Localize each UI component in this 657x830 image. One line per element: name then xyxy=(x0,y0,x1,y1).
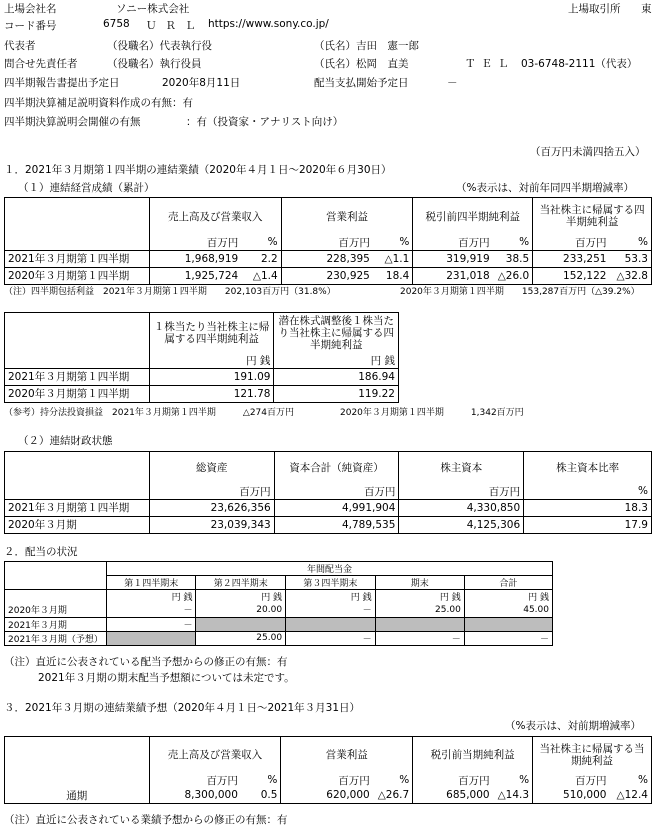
cell-value: 228,395 xyxy=(281,250,373,267)
cell-value: △1.1 xyxy=(373,250,413,267)
row-label: 2020年３月期第１四半期 xyxy=(5,267,150,284)
supplementary-label: 四半期決算補足説明資料作成の有無：有 xyxy=(4,97,193,109)
shaded-cell xyxy=(375,617,464,631)
cell-value: 231,018 xyxy=(413,267,493,284)
cell-value: 685,000 xyxy=(413,788,493,804)
cell-value: 4,991,904 xyxy=(274,499,399,516)
table-row xyxy=(5,250,652,267)
eps-table xyxy=(4,312,399,403)
code-label: コード番号 xyxy=(4,20,57,32)
cell-value: 25.00 xyxy=(375,603,464,617)
url-label: ＵＲＬ xyxy=(146,20,205,32)
tel-label: ＴＥＬ xyxy=(465,58,515,70)
cell-value: 152,122 xyxy=(533,267,610,284)
unit-note: （百万円未満四捨五入） xyxy=(530,146,646,158)
unit-label: 円 銭 xyxy=(274,353,399,369)
row-label: 2021年３月期第１四半期 xyxy=(5,368,150,385)
unit-label: 百万円 xyxy=(533,773,610,788)
operating-results-table xyxy=(4,197,652,285)
cell-value: 233,251 xyxy=(533,250,610,267)
col-header: 売上高及び営業収入 xyxy=(149,737,281,773)
unit-label: % xyxy=(609,773,651,788)
col-header: 合計 xyxy=(464,576,552,590)
col-header: 総資産 xyxy=(149,452,274,484)
row-label: 2021年３月期 xyxy=(5,617,107,631)
company-name: ソニー株式会社 xyxy=(116,3,190,15)
tel-value: 03-6748-2111（代表） xyxy=(521,58,638,70)
cell-value: － xyxy=(286,631,376,645)
table-row xyxy=(5,516,652,533)
row-label: 2021年３月期第１四半期 xyxy=(5,499,150,516)
equity-note-b: 2020年３月期第１四半期 1,342百万円 xyxy=(340,408,524,418)
unit-label: % xyxy=(241,773,281,788)
exchange-label: 上場取引所 xyxy=(568,3,621,15)
cell-value: － xyxy=(464,631,552,645)
col-header: 税引前四半期純利益 xyxy=(413,198,533,235)
cell-value: 4,330,850 xyxy=(399,499,524,516)
cell-value: 18.4 xyxy=(373,267,413,284)
unit-label: 円 銭 xyxy=(149,353,274,369)
cell-value: － xyxy=(106,603,196,617)
unit-label: 百万円 xyxy=(413,773,493,788)
unit-label: % xyxy=(524,484,652,500)
row-label: 2020年３月期第１四半期 xyxy=(5,385,150,402)
dividend-start-value: － xyxy=(447,77,458,89)
cell-value: 121.78 xyxy=(149,385,274,402)
col-header: 営業利益 xyxy=(281,198,413,235)
unit-label: 百万円 xyxy=(281,235,373,251)
cell-value: － xyxy=(106,617,196,631)
forecast-table xyxy=(4,736,652,804)
col-header: 株主資本 xyxy=(399,452,524,484)
col-header: 当社株主に帰属する四半期純利益 xyxy=(533,198,652,235)
unit-label: 百万円 xyxy=(281,773,373,788)
dividends-table xyxy=(4,561,553,646)
col-header: 税引前当期純利益 xyxy=(413,737,533,773)
cell-value: 0.5 xyxy=(241,788,281,804)
briefing-value: ：有（投資家・アナリスト向け） xyxy=(186,116,344,128)
rep-title: （役職名）代表執行役 xyxy=(107,40,212,52)
col-header: １株当たり当社株主に帰属する四半期純利益 xyxy=(149,313,274,353)
unit-label: % xyxy=(373,235,413,251)
cell-value: 38.5 xyxy=(493,250,533,267)
unit-label: 円 銭 xyxy=(464,590,552,604)
row-label: 通期 xyxy=(5,788,150,804)
unit-label: 百万円 xyxy=(149,773,241,788)
col-header: 資本合計（純資産） xyxy=(274,452,399,484)
section3-note: （%表示は、対前期増減率） xyxy=(505,720,641,732)
cell-value: 23,626,356 xyxy=(149,499,274,516)
cell-value: 186.94 xyxy=(274,368,399,385)
unit-label: 円 銭 xyxy=(196,590,286,604)
col-header: 営業利益 xyxy=(281,737,413,773)
rep-label: 代表者 xyxy=(4,40,36,52)
cell-value: 620,000 xyxy=(281,788,373,804)
unit-label: 円 銭 xyxy=(106,590,196,604)
cell-value: △26.7 xyxy=(373,788,413,804)
cell-value: △26.0 xyxy=(493,267,533,284)
forecast-footnote: （注）直近に公表されている業績予想からの修正の有無：有 xyxy=(4,814,288,826)
cell-value: 191.09 xyxy=(149,368,274,385)
cell-value: 45.00 xyxy=(464,603,552,617)
cell-value: 17.9 xyxy=(524,516,652,533)
col-header: 潜在株式調整後１株当たり当社株主に帰属する四半期純利益 xyxy=(274,313,399,353)
row-label: 2021年３月期（予想） xyxy=(5,631,107,645)
group-header: 年間配当金 xyxy=(106,562,552,576)
dividend-note-2: 2021年３月期の期末配当予想額については未定です。 xyxy=(38,672,295,684)
unit-label: 百万円 xyxy=(399,484,524,500)
col-header: 第１四半期末 xyxy=(106,576,196,590)
table-row xyxy=(5,617,553,631)
shaded-cell xyxy=(106,631,196,645)
row-label: 2020年３月期 xyxy=(5,516,150,533)
table-row xyxy=(5,603,553,617)
comprehensive-note-b: 2020年３月期第１四半期 153,287百万円（△39.2%） xyxy=(400,287,640,297)
table-row xyxy=(5,499,652,516)
cell-value: △32.8 xyxy=(609,267,651,284)
col-header: 売上高及び営業収入 xyxy=(149,198,281,235)
cell-value: － xyxy=(286,603,376,617)
unit-label: % xyxy=(493,773,533,788)
unit-label: 百万円 xyxy=(149,484,274,500)
cell-value: 8,300,000 xyxy=(149,788,241,804)
cell-value: △14.3 xyxy=(493,788,533,804)
unit-label: 百万円 xyxy=(274,484,399,500)
cell-value: 25.00 xyxy=(196,631,286,645)
shaded-cell xyxy=(286,617,376,631)
cell-value: － xyxy=(375,631,464,645)
cell-value: 230,925 xyxy=(281,267,373,284)
cell-value: 20.00 xyxy=(196,603,286,617)
table-row xyxy=(5,631,553,645)
report-date-value: 2020年8月11日 xyxy=(162,77,241,89)
cell-value: 510,000 xyxy=(533,788,610,804)
dividend-start-label: 配当支払開始予定日 xyxy=(314,77,409,89)
table-row xyxy=(5,788,652,804)
unit-label: 円 銭 xyxy=(286,590,376,604)
unit-label: % xyxy=(609,235,651,251)
cell-value: 23,039,343 xyxy=(149,516,274,533)
comprehensive-note-a: （注）四半期包括利益 2021年３月期第１四半期 202,103百万円（31.8%） xyxy=(4,287,336,297)
unit-label: % xyxy=(493,235,533,251)
cell-value: 1,968,919 xyxy=(149,250,241,267)
cell-value: 4,125,306 xyxy=(399,516,524,533)
equity-note-a: （参考）持分法投資損益 2021年３月期第１四半期 △274百万円 xyxy=(4,408,295,418)
sub1-note: （%表示は、対前年同四半期増減率） xyxy=(456,182,634,194)
table-row xyxy=(5,368,399,385)
table-row xyxy=(5,385,399,402)
financial-position-table xyxy=(4,451,652,534)
cell-value: 1,925,724 xyxy=(149,267,241,284)
table-corner xyxy=(5,562,107,590)
unit-label: 百万円 xyxy=(149,235,241,251)
sub1-title: （１）連結経営成績（累計） xyxy=(18,182,155,194)
unit-label: 百万円 xyxy=(533,235,610,251)
section2-title: ２．配当の状況 xyxy=(4,546,78,558)
row-label: 2021年３月期第１四半期 xyxy=(5,250,150,267)
contact-name: （氏名）松岡 直美 xyxy=(314,58,409,70)
cell-value: △12.4 xyxy=(609,788,651,804)
table-corner xyxy=(5,198,150,235)
shaded-cell xyxy=(196,617,286,631)
rep-name: （氏名）吉田 憲一郎 xyxy=(314,40,419,52)
report-date-label: 四半期報告書提出予定日 xyxy=(4,77,120,89)
sub2-title: （２）連結財政状態 xyxy=(18,435,113,447)
unit-label: % xyxy=(373,773,413,788)
dividend-note-1: （注）直近に公表されている配当予想からの修正の有無：有 xyxy=(4,656,288,668)
unit-label: % xyxy=(241,235,281,251)
cell-value: △1.4 xyxy=(241,267,281,284)
table-row xyxy=(5,267,652,284)
section3-title: ３．2021年３月期の連結業績予想（2020年４月１日～2021年３月31日） xyxy=(4,702,361,714)
shaded-cell xyxy=(464,617,552,631)
cell-value: 53.3 xyxy=(609,250,651,267)
url-value[interactable]: https://www.sony.co.jp/ xyxy=(208,18,329,30)
cell-value: 2.2 xyxy=(241,250,281,267)
cell-value: 4,789,535 xyxy=(274,516,399,533)
exchange-value: 東 xyxy=(641,3,652,15)
cell-value: 119.22 xyxy=(274,385,399,402)
cell-value: 18.3 xyxy=(524,499,652,516)
code-value: 6758 xyxy=(103,18,130,30)
col-header: 第２四半期末 xyxy=(196,576,286,590)
section1-title: １．2021年３月期第１四半期の連結業績（2020年４月１日～2020年６月30日） xyxy=(4,164,392,176)
col-header: 第３四半期末 xyxy=(286,576,376,590)
col-header: 株主資本比率 xyxy=(524,452,652,484)
col-header: 当社株主に帰属する当期純利益 xyxy=(533,737,652,773)
contact-label: 問合せ先責任者 xyxy=(4,58,78,70)
unit-label: 円 銭 xyxy=(375,590,464,604)
contact-title: （役職名）執行役員 xyxy=(107,58,202,70)
col-header: 期末 xyxy=(375,576,464,590)
company-label: 上場会社名 xyxy=(4,3,57,15)
row-label: 2020年３月期 xyxy=(5,603,107,617)
briefing-label: 四半期決算説明会開催の有無 xyxy=(4,116,141,128)
cell-value: 319,919 xyxy=(413,250,493,267)
unit-label: 百万円 xyxy=(413,235,493,251)
